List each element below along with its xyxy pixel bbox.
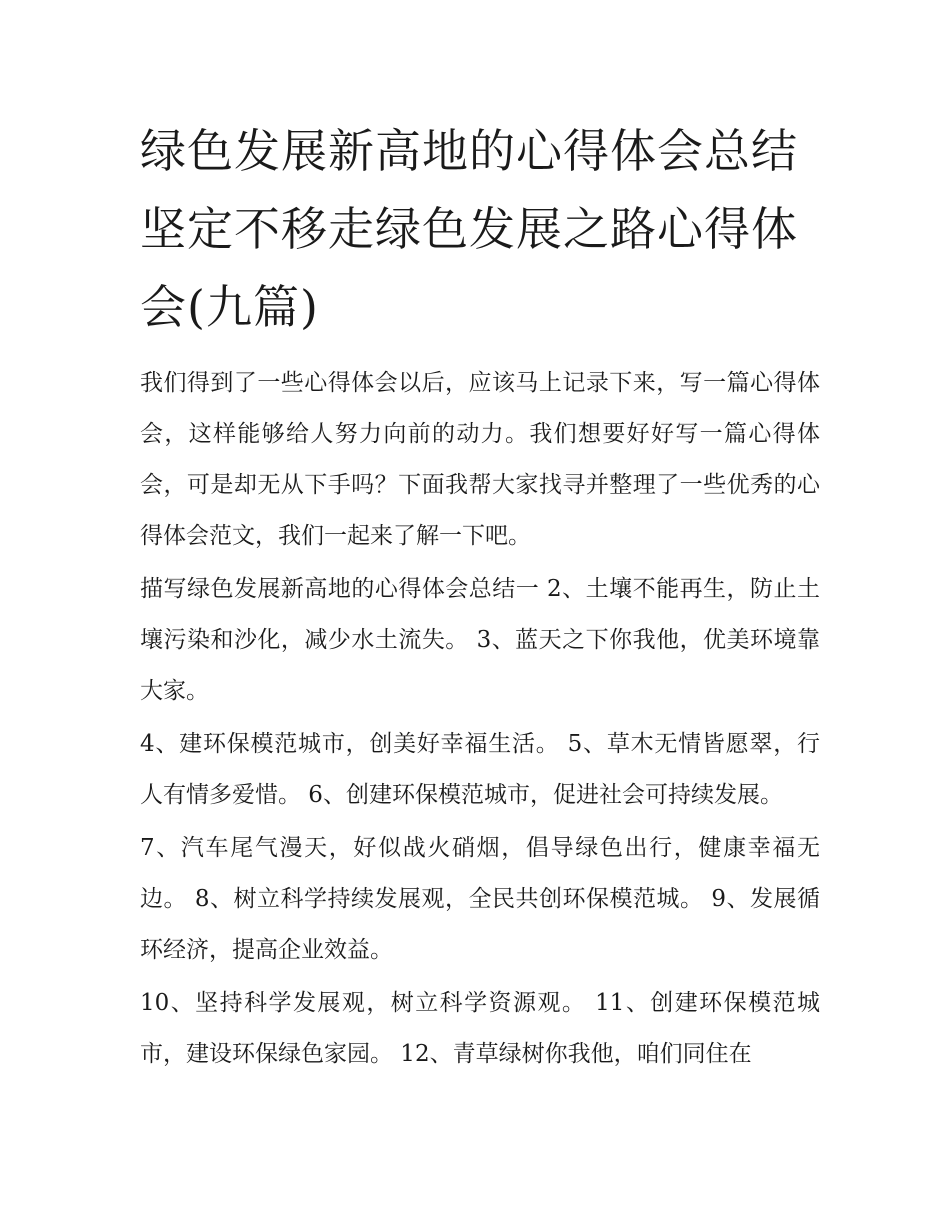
paragraph-intro: 我们得到了一些心得体会以后，应该马上记录下来，写一篇心得体会，这样能够给人努力向前的动力。我们想要好好写一篇心得体会，可是却无从下手吗？下面我帮大家找寻并整理了一些优秀的心得体会范文，我们一起来了解一下吧。 [140, 370, 820, 549]
paragraph-slogans-2: 4、建环保模范城市，创美好幸福生活。 5、草木无情皆愿翠，行人有情多爱惜。 6、创建环保模范城市，促进社会可持续发展。 [140, 731, 820, 808]
document-title: 绿色发展新高地的心得体会总结 坚定不移走绿色发展之路心得体会(九篇) [140, 124, 798, 334]
document-page [140, 112, 820, 1082]
paragraph-slogans-3: 7、汽车尾气漫天，好似战火硝烟，倡导绿色出行，健康幸福无边。 8、树立科学持续发展观，全民共创环保模范城。 9、发展循环经济，提高企业效益。 [140, 835, 820, 963]
paragraph-slogans-4: 10、坚持科学发展观，树立科学资源观。 11、创建环保模范城市，建设环保绿色家园。 12、青草绿树你我他，咱们同住在 [140, 990, 820, 1067]
paragraph-slogans-1: 描写绿色发展新高地的心得体会总结一 2、土壤不能再生，防止土壤污染和沙化，减少水土流失。 3、蓝天之下你我他，优美环境靠大家。 [140, 576, 820, 704]
